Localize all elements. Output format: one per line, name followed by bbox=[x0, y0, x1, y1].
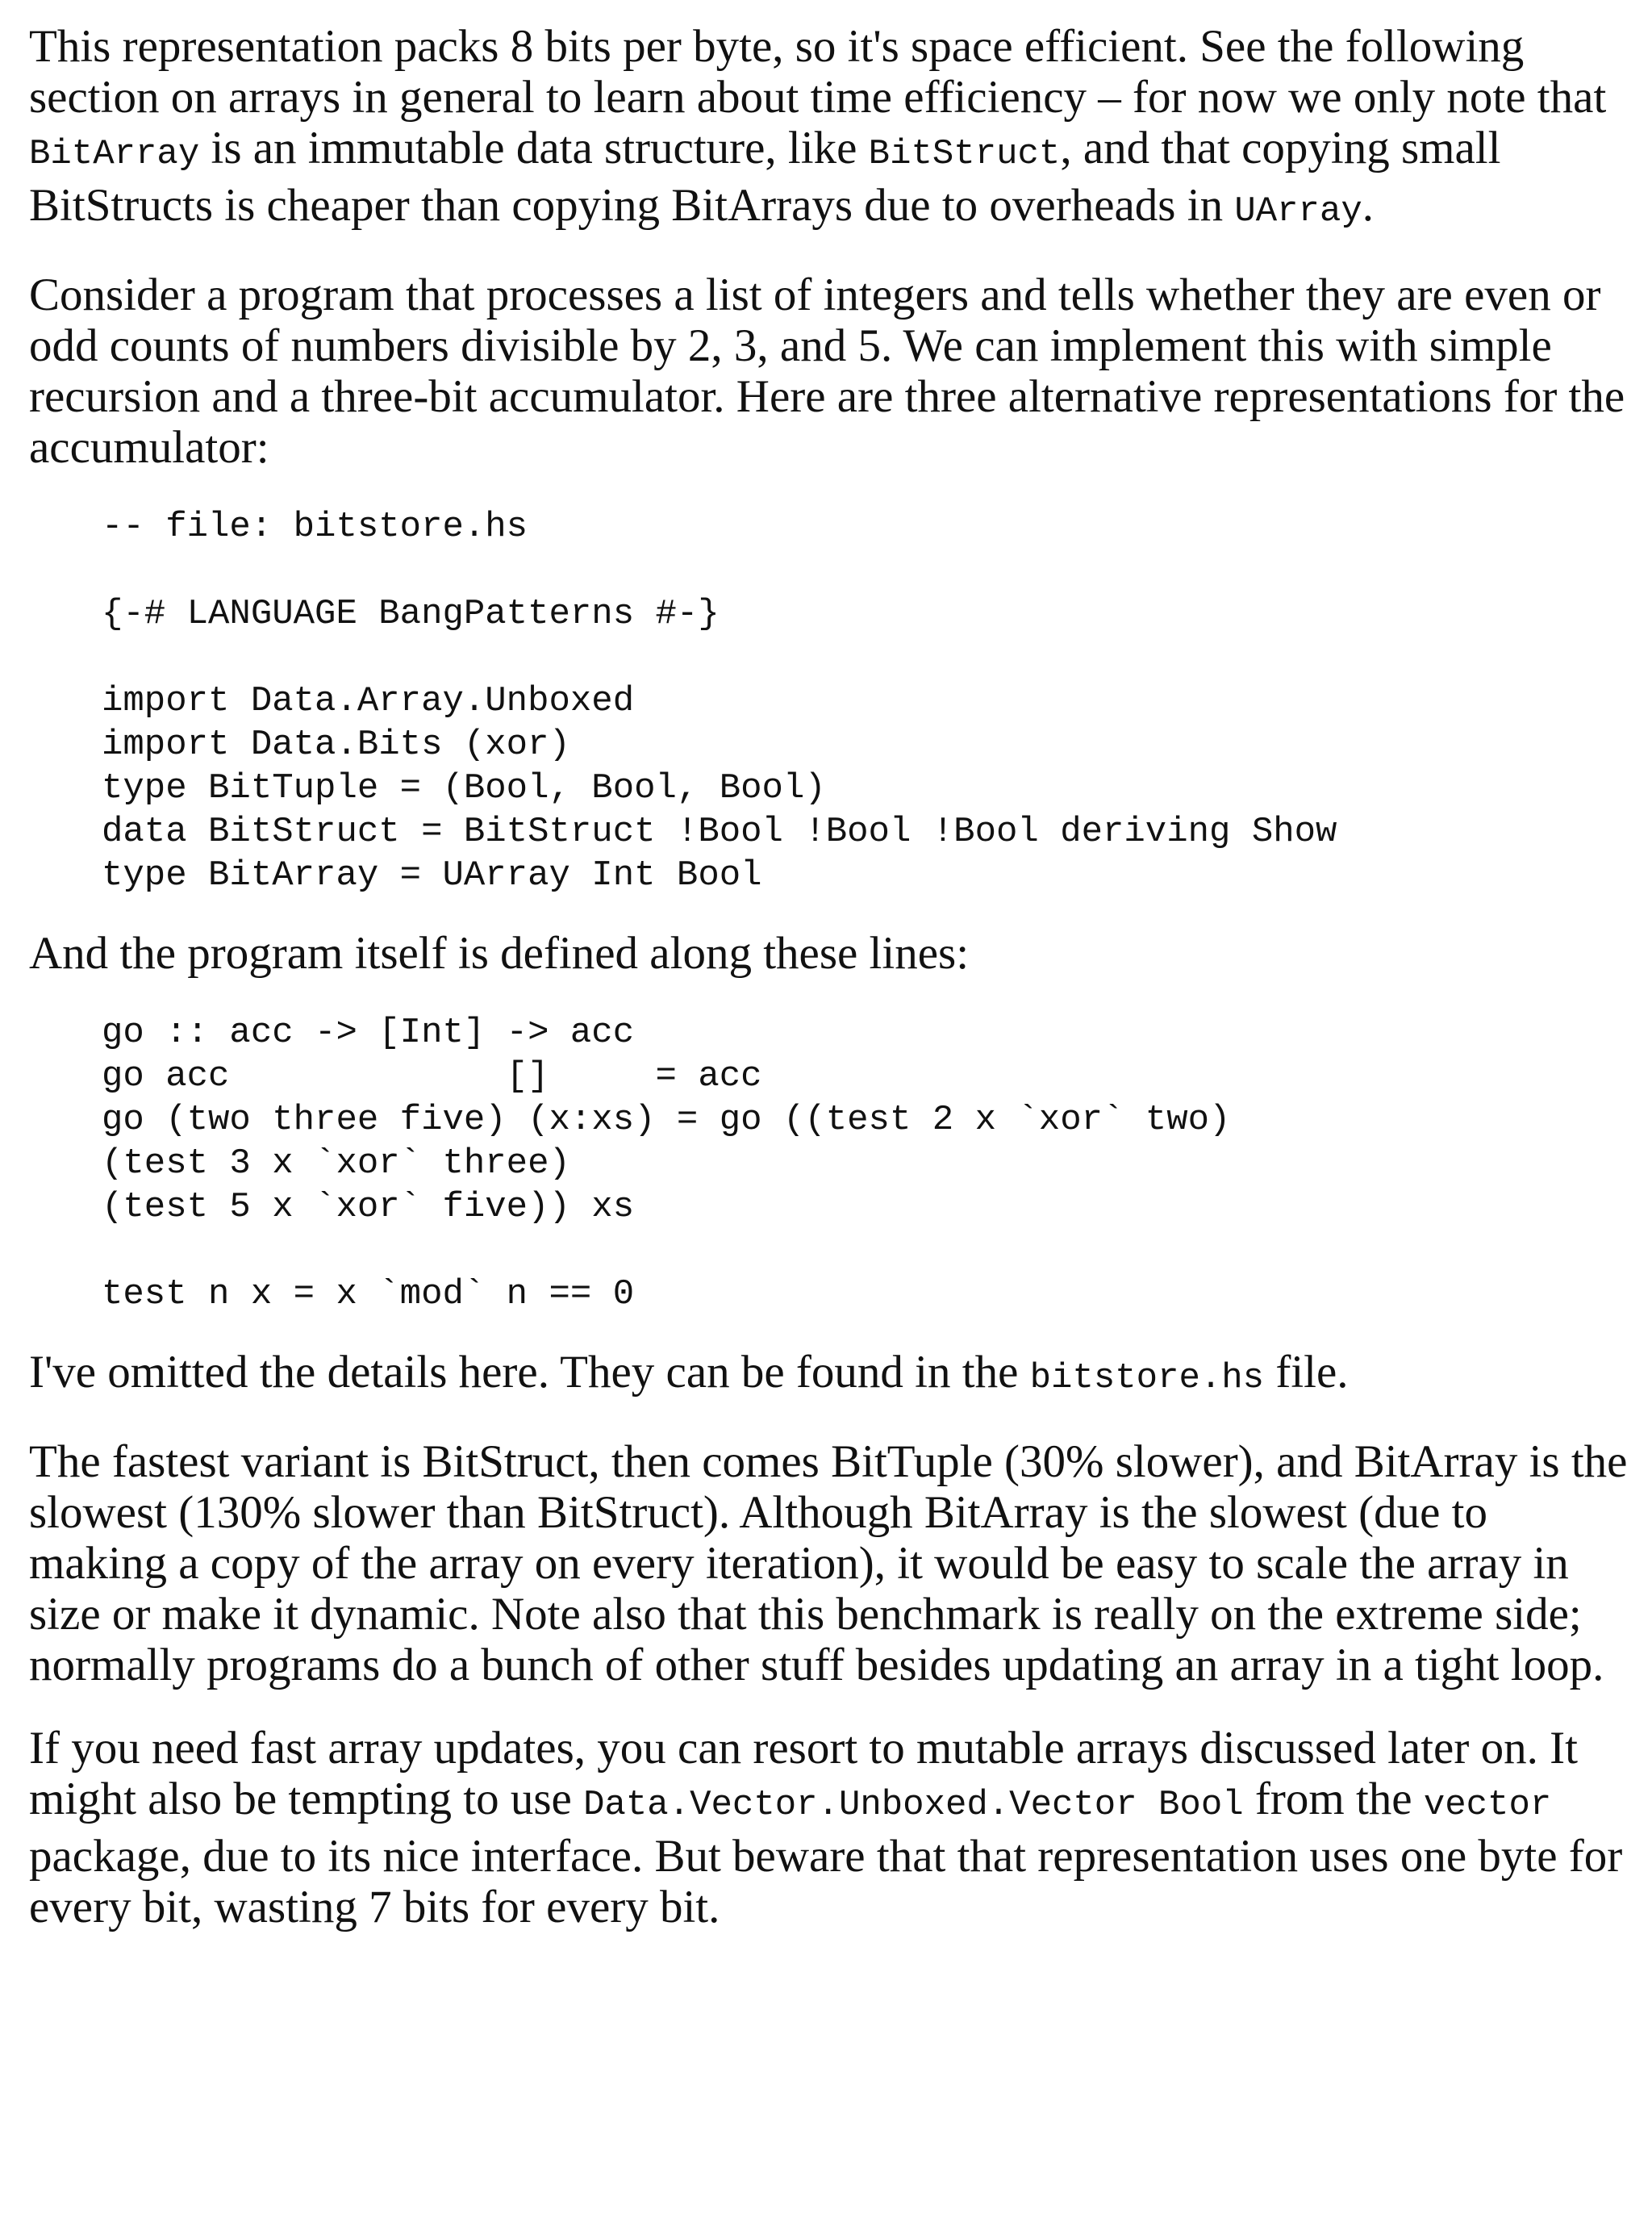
code-line: import Data.Bits (xor) bbox=[102, 725, 570, 765]
inline-code: BitArray bbox=[29, 134, 200, 174]
paragraph-program-intro: And the program itself is defined along these lines: bbox=[29, 928, 970, 979]
inline-code: UArray bbox=[1234, 191, 1362, 232]
code-line: data BitStruct = BitStruct !Bool !Bool !Bool deriving Show bbox=[102, 812, 1337, 852]
document-page bbox=[29, 21, 1634, 1965]
paragraph-benchmark-results: The fastest variant is BitStruct, then comes BitTuple (30% slower), and BitArray is the slowest (130% slower than BitStruct). Although BitArray is the slowest (due to making a copy of the array on every iteration), it would be easy to scale the array in size or make it dynamic. Note also that this benchmark is really on the extreme side; normally programs do a bunch of other stuff besides updating an array in a tight loop. bbox=[29, 1436, 1628, 1690]
code-blank-line bbox=[29, 1229, 1634, 1272]
text-run: from the bbox=[1243, 1774, 1424, 1824]
inline-code: vector bbox=[1423, 1785, 1552, 1825]
inline-code: Data.Vector.Unboxed.Vector Bool bbox=[583, 1785, 1244, 1825]
code-block-bitstore-types bbox=[29, 505, 1634, 897]
code-blank-line bbox=[29, 549, 1634, 592]
code-line: go :: acc -> [Int] -> acc bbox=[102, 1013, 635, 1053]
paragraph-omitted-details bbox=[29, 1347, 1634, 1404]
code-block-go-function bbox=[29, 1011, 1634, 1316]
code-line: (test 3 x `xor` three) bbox=[102, 1143, 570, 1184]
text-run: , and that copying small BitStructs is cheaper than copying BitArrays due to overheads in bbox=[29, 123, 1501, 231]
code-line: go acc [] = acc bbox=[102, 1056, 762, 1097]
text-run: file. bbox=[1264, 1347, 1349, 1398]
paragraph-mutable-arrays bbox=[29, 1723, 1634, 1932]
text-run: I've omitted the details here. They can be found in the bbox=[29, 1347, 1030, 1398]
code-line: type BitTuple = (Bool, Bool, Bool) bbox=[102, 768, 826, 808]
code-line: -- file: bitstore.hs bbox=[102, 507, 528, 547]
inline-code: BitStruct bbox=[868, 134, 1061, 174]
code-line: type BitArray = UArray Int Bool bbox=[102, 855, 762, 896]
code-blank-line bbox=[29, 636, 1634, 679]
text-run: is an immutable data structure, like bbox=[199, 123, 869, 173]
code-line: go (two three five) (x:xs) = go ((test 2 x `xor` two) bbox=[102, 1100, 1231, 1140]
code-line: (test 5 x `xor` five)) xs bbox=[102, 1187, 635, 1227]
text-run: package, due to its nice interface. But beware that that representation uses one byte for every bit, wasting 7 bits for every bit. bbox=[29, 1831, 1623, 1932]
code-line: test n x = x `mod` n == 0 bbox=[102, 1274, 635, 1314]
text-run: . bbox=[1362, 180, 1375, 231]
code-line: import Data.Array.Unboxed bbox=[102, 681, 635, 721]
code-line: {-# LANGUAGE BangPatterns #-} bbox=[102, 594, 720, 634]
paragraph-program-description: Consider a program that processes a list of integers and tells whether they are even or odd counts of numbers divisible by 2, 3, and 5. We can implement this with simple recursion and a three-bit accumulator. Here are three alternative representations for the accumulator: bbox=[29, 269, 1625, 473]
inline-code: bitstore.hs bbox=[1029, 1358, 1265, 1398]
text-run: If you need fast array updates, you can resort to mutable arrays discussed later on. It might also be tempting to use bbox=[29, 1723, 1578, 1824]
text-run: This representation packs 8 bits per byte, so it's space efficient. See the following section on arrays in general to learn about time efficiency – for now we only note that bbox=[29, 21, 1607, 123]
paragraph-bitarray-intro bbox=[29, 21, 1634, 237]
